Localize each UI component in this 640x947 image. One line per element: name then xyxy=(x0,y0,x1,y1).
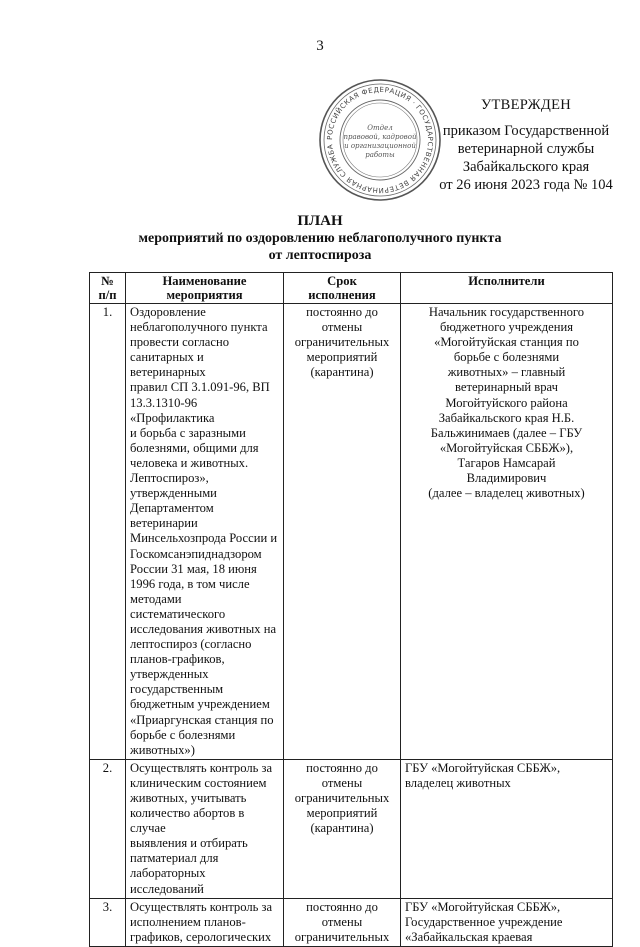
approval-heading: УТВЕРЖДЕН xyxy=(480,97,572,113)
cell-line: животных, учитывать xyxy=(130,791,247,805)
cell-line: Срок xyxy=(327,274,357,288)
cell-line: ГБУ «Могойтуйская СББЖ», xyxy=(405,760,561,775)
header-activity xyxy=(126,273,284,304)
cell-line: Начальник государственного xyxy=(428,305,585,319)
cell-line: «Могойтуйская станция по xyxy=(434,335,579,350)
cell-line: «Забайкальская краевая xyxy=(405,929,533,944)
cell-line: правил СП 3.1.091-96, ВП xyxy=(130,380,270,395)
cell-line: ограничительных xyxy=(294,791,390,805)
cell-line: исследования животных на xyxy=(130,621,277,636)
cell-line: лептоспироз (согласно xyxy=(130,637,252,652)
cell-line: животных» – главный xyxy=(447,365,566,380)
cell-line: государственным xyxy=(130,682,224,697)
table-header-row xyxy=(90,273,613,304)
cell-line: 13.3.1310-96 «Профилактика xyxy=(130,395,215,425)
approval-block xyxy=(426,96,626,194)
cell-line: отмены xyxy=(321,914,363,929)
cell-line: методами систематического xyxy=(130,591,226,621)
cell-line: исполнением планов- xyxy=(130,914,246,929)
seal-center-text: работы xyxy=(365,151,395,159)
seal-graphic xyxy=(318,78,442,202)
cell-line: (далее – владелец животных) xyxy=(428,486,585,501)
cell-line: борьбе с болезнями xyxy=(130,727,236,742)
cell-line: мероприятий xyxy=(306,350,378,365)
seal-center-text: Отдел xyxy=(367,124,393,132)
cell-line: Наименование xyxy=(162,274,247,288)
cell-line: лабораторных исследований xyxy=(130,866,206,896)
deadline-cell xyxy=(284,759,401,898)
cell-line: 1996 года, в том числе xyxy=(130,576,250,591)
cell-line: планов-графиков, xyxy=(130,652,225,667)
title-subject: мероприятий по оздоровлению неблагополучного пункта xyxy=(138,231,502,246)
cell-line: ГБУ «Могойтуйская СББЖ», xyxy=(405,899,561,914)
table-row xyxy=(90,304,613,760)
cell-line: Лептоспироз», xyxy=(130,471,209,486)
cell-line: утвержденными xyxy=(130,486,217,501)
cell-line: провести согласно xyxy=(130,335,230,350)
row-number: 1. xyxy=(90,304,126,760)
cell-line: ограничительных xyxy=(294,929,390,944)
cell-line: исполнения xyxy=(308,288,376,302)
document-title xyxy=(0,212,640,264)
cell-line: постоянно до xyxy=(306,305,378,319)
seal-center-text: и организационной xyxy=(344,142,416,150)
cell-line: бюджетного учреждения xyxy=(439,320,574,335)
page-number: 3 xyxy=(316,38,324,54)
activity-cell xyxy=(126,898,284,946)
cell-line: борьбе с болезнями xyxy=(453,350,560,365)
cell-line: постоянно до xyxy=(306,760,378,775)
title-plan: ПЛАН xyxy=(297,213,343,229)
cell-line: Исполнители xyxy=(468,274,545,288)
cell-line: мероприятий xyxy=(306,806,378,821)
cell-line: человека и животных. xyxy=(130,455,249,470)
cell-line: Государственное учреждение xyxy=(405,914,563,929)
cell-line: Тагаров Намсарай xyxy=(457,455,556,470)
cell-line: ветеринарный врач xyxy=(455,380,558,395)
approval-line: ветеринарной службы xyxy=(457,141,595,157)
table-row xyxy=(90,759,613,898)
cell-line: Могойтуйского района xyxy=(445,395,568,410)
cell-line: утвержденных xyxy=(130,667,209,682)
cell-line: Владимирович xyxy=(466,471,547,486)
cell-line: (карантина) xyxy=(310,365,374,380)
cell-line: № xyxy=(101,274,114,288)
cell-line: выявления и отбирать xyxy=(130,836,248,851)
cell-line: п/п xyxy=(98,288,117,302)
executors-cell xyxy=(401,759,613,898)
header-deadline xyxy=(284,273,401,304)
cell-line: Минсельхозпрода России и xyxy=(130,531,278,546)
row-number: 3. xyxy=(90,898,126,946)
plan-table xyxy=(89,272,613,947)
cell-line: графиков, серологических xyxy=(130,929,272,944)
cell-line: Госкомсанэпиднадзором xyxy=(130,546,262,561)
cell-line: санитарных и ветеринарных xyxy=(130,350,206,380)
cell-line: отмены xyxy=(321,320,363,335)
activity-cell xyxy=(126,304,284,760)
deadline-cell xyxy=(284,304,401,760)
cell-line: «Приаргунская станция по xyxy=(130,712,274,727)
cell-line: ограничительных xyxy=(294,335,390,350)
cell-line: Осуществлять контроль за xyxy=(130,760,273,775)
cell-line: Департаментом ветеринарии xyxy=(130,501,214,531)
approval-line: от 26 июня 2023 года № 104 xyxy=(439,177,613,193)
deadline-cell xyxy=(284,898,401,946)
cell-line: мероприятия xyxy=(166,288,243,302)
header-number xyxy=(90,273,126,304)
cell-line: животных») xyxy=(130,742,195,757)
cell-line: Бальжинимаев (далее – ГБУ xyxy=(430,425,583,440)
cell-line: и борьба с заразными xyxy=(130,425,246,440)
cell-line: «Могойтуйская СББЖ»), xyxy=(439,440,574,455)
cell-line: Осуществлять контроль за xyxy=(130,899,273,914)
cell-line: бюджетным учреждением xyxy=(130,697,270,712)
approval-line: Забайкальского края xyxy=(462,159,590,175)
cell-line: количество абортов в случае xyxy=(130,806,245,836)
table-row xyxy=(90,898,613,946)
cell-line: неблагополучного пункта xyxy=(130,320,268,335)
cell-line: Забайкальского края Н.Б. xyxy=(438,410,575,425)
cell-line: болезнями, общими для xyxy=(130,440,259,455)
cell-line: клиническим состоянием xyxy=(130,775,267,790)
seal-center-text: правовой, кадровой xyxy=(343,133,417,141)
cell-line: патматериал для xyxy=(130,851,219,866)
seal-outer-text: РОССИЙСКАЯ ФЕДЕРАЦИЯ · ГОСУДАРСТВЕННАЯ ВЕТЕРИНАРНАЯ СЛУЖБА xyxy=(325,85,435,195)
approval-line: приказом Государственной xyxy=(442,123,610,139)
cell-line: отмены xyxy=(321,775,363,790)
cell-line: России 31 мая, 18 июня xyxy=(130,561,257,576)
cell-line: владелец животных xyxy=(405,775,511,790)
cell-line: (карантина) xyxy=(310,821,374,836)
title-disease: от лептоспироза xyxy=(268,248,372,263)
cell-line: постоянно до xyxy=(306,899,378,914)
cell-line: Оздоровление xyxy=(130,305,206,319)
executors-cell xyxy=(401,898,613,946)
header-executors xyxy=(401,273,613,304)
executors-cell xyxy=(401,304,613,760)
activity-cell xyxy=(126,759,284,898)
official-seal xyxy=(318,78,442,202)
row-number: 2. xyxy=(90,759,126,898)
